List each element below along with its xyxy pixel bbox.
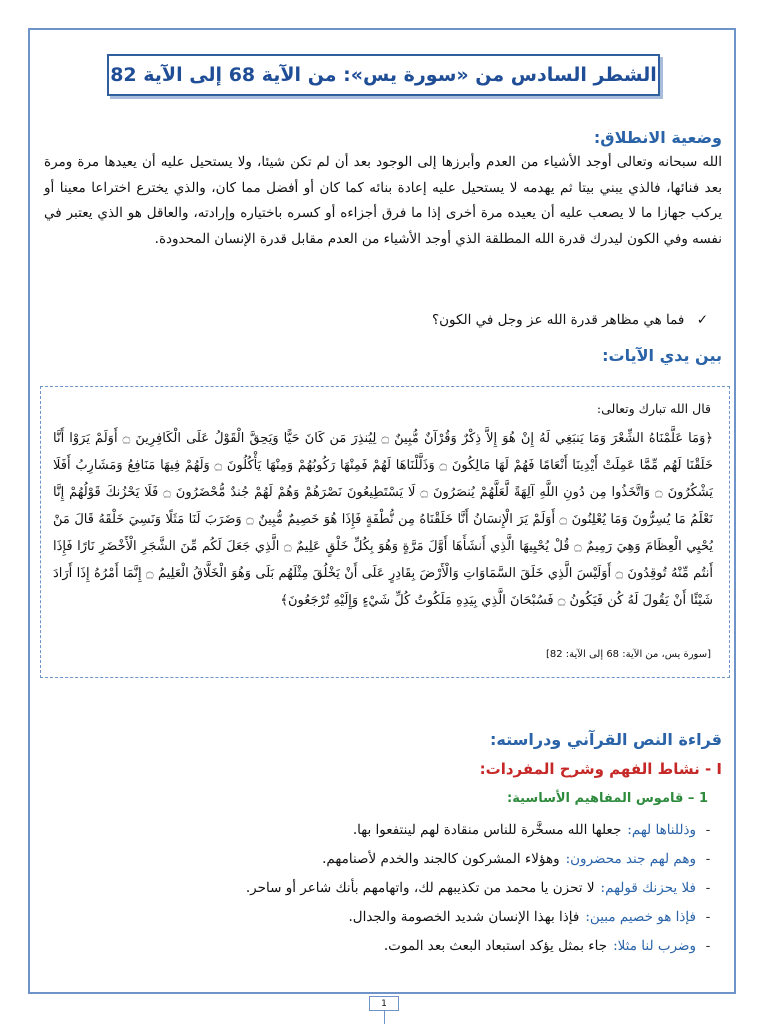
verses-intro: قال الله تبارك وتعالى: [596,401,711,416]
dash-marker: - [705,821,711,838]
verses-box [40,386,730,678]
vocab-definition: وهؤلاء المشركون كالجند والخدم لأصنامهم. [322,850,560,867]
title-box [107,54,660,96]
section-heading-verses: بين يدي الآيات: [602,346,722,365]
activity-heading: I - نشاط الفهم وشرح المفردات: [479,760,722,778]
page-number-line [384,1011,385,1024]
intro-paragraph: الله سبحانه وتعالى أوجد الأشياء من العدم وأبرزها إلى الوجود بعد أن لم تكن شيئا، ولا يستحيل عليه أن يعيدها مرة ومرة بعد فنائها، فالذي يبني بيتا ثم يهدمه لا يستحيل عليه إعادة بنائه كما كان أو أفضل مما كان، والذي يخترع اختراعا معينا أو يركب جهازا ما لا يصعب عليه أن يعيده مرة أخرى إذا ما فرق أجزاءه أو كسره باختياره وإرادته، والعاقل هو الذي يعتبر في نفسه وفي الكون ليدرك قدرة الله المطلقة الذي أوجد الأشياء من العدم مقابل قدرة الإنسان المحدودة. [44,154,722,247]
verses-reference: [سورة يس، من الآية: 68 إلى الآية: 82] [545,649,711,660]
vocab-term: وذللناها لهم: [627,821,696,838]
check-icon: ✓ [696,312,708,328]
vocab-definition: جاء بمثل يؤكد استبعاد البعث بعد الموت. [383,937,608,954]
vocab-term: وضرب لنا مثلا: [613,937,696,954]
question-text: فما هي مظاهر قدرة الله عز وجل في الكون؟ [431,312,685,328]
vocab-term: وهم لهم جند محضرون: [565,850,696,867]
vocab-list [70,815,720,960]
list-item [70,873,720,902]
dash-marker: - [705,908,711,925]
vocab-definition: لا تحزن يا محمد من تكذيبهم لك، واتهامهم بأنك شاعر أو ساحر. [245,879,595,896]
page-title: الشطر السادس من «سورة يس»: من الآية 68 إلى الآية 82 [110,64,657,86]
dash-marker: - [705,879,711,896]
section-heading-study: قراءة النص القرآني ودراسته: [490,730,722,749]
dash-marker: - [705,937,711,954]
guiding-question [432,312,708,328]
list-item [70,844,720,873]
dictionary-heading: 1 – قاموس المفاهيم الأساسية: [507,791,708,806]
section-heading-start: وضعية الانطلاق: [593,128,722,147]
vocab-term: فلا يحزنك قولهم: [600,879,696,896]
list-item [70,902,720,931]
verses-text: ﴿وَمَا عَلَّمْنَاهُ الشِّعْرَ وَمَا يَنبَغِي لَهُ إِنْ هُوَ إِلاَّ ذِكْرٌ وَقُرْآنٌ مُّبِينٌ ۝ لِيُنذِرَ مَن كَانَ حَيًّا وَيَحِقَّ الْقَوْلُ عَلَى الْكَافِرِينَ ۝ أَوَلَمْ يَرَوْا أَنَّا خَلَقْنَا لَهُم مِّمَّا عَمِلَتْ أَيْدِينَا أَنْعَامًا فَهُمْ لَهَا مَالِكُونَ ۝ وَذَلَّلْنَاهَا لَهُمْ فَمِنْهَا رَكُوبُهُمْ وَمِنْهَا يَأْكُلُونَ ۝ وَلَهُمْ فِيهَا مَنَافِعُ وَمَشَارِبُ أَفَلَا يَشْكُرُونَ ۝ وَاتَّخَذُوا مِن دُونِ اللَّهِ آلِهَةً لَّعَلَّهُمْ يُنصَرُونَ ۝ لَا يَسْتَطِيعُونَ نَصْرَهُمْ وَهُمْ لَهُمْ جُندٌ مُّحْضَرُونَ ۝ فَلَا يَحْزُنكَ قَوْلُهُمْ إِنَّا نَعْلَمُ مَا يُسِرُّونَ وَمَا يُعْلِنُونَ ۝ أَوَلَمْ يَرَ الْإِنسَانُ أَنَّا خَلَقْنَاهُ مِن نُّطْفَةٍ فَإِذَا هُوَ خَصِيمٌ مُّبِينٌ ۝ وَضَرَبَ لَنَا مَثَلًا وَنَسِيَ خَلْقَهُ قَالَ مَنْ يُحْيِي الْعِظَامَ وَهِيَ رَمِيمٌ ۝ قُلْ يُحْيِيهَا الَّذِي أَنشَأَهَا أَوَّلَ مَرَّةٍ وَهُوَ بِكُلِّ خَلْقٍ عَلِيمٌ ۝ الَّذِي جَعَلَ لَكُم مِّنَ الشَّجَرِ الْأَخْضَرِ نَارًا فَإِذَا أَنتُم مِّنْهُ تُوقِدُونَ ۝ أَوَلَيْسَ الَّذِي خَلَقَ السَّمَاوَاتِ وَالْأَرْضَ بِقَادِرٍ عَلَى أَنْ يَخْلُقَ مِثْلَهُم بَلَى وَهُوَ الْخَلَّاقُ الْعَلِيمُ ۝ إِنَّمَا أَمْرُهُ إِذَا أَرَادَ شَيْئًا أَنْ يَقُولَ لَهُ كُن فَيَكُونُ ۝ فَسُبْحَانَ الَّذِي بِيَدِهِ مَلَكُوتُ كُلِّ شَيْءٍ وَإِلَيْهِ تُرْجَعُونَ﴾ [53,431,713,608]
vocab-definition: فإذا بهذا الإنسان شديد الخصومة والجدال. [348,908,580,925]
vocab-definition: جعلها الله مسخَّرة للناس منقادة لهم لينتفعوا بها. [352,821,622,838]
page-number: 1 [369,996,399,1011]
vocab-term: فإذا هو خصيم مبين: [585,908,696,925]
list-item [70,815,720,844]
list-item [70,931,720,960]
dash-marker: - [705,850,711,867]
